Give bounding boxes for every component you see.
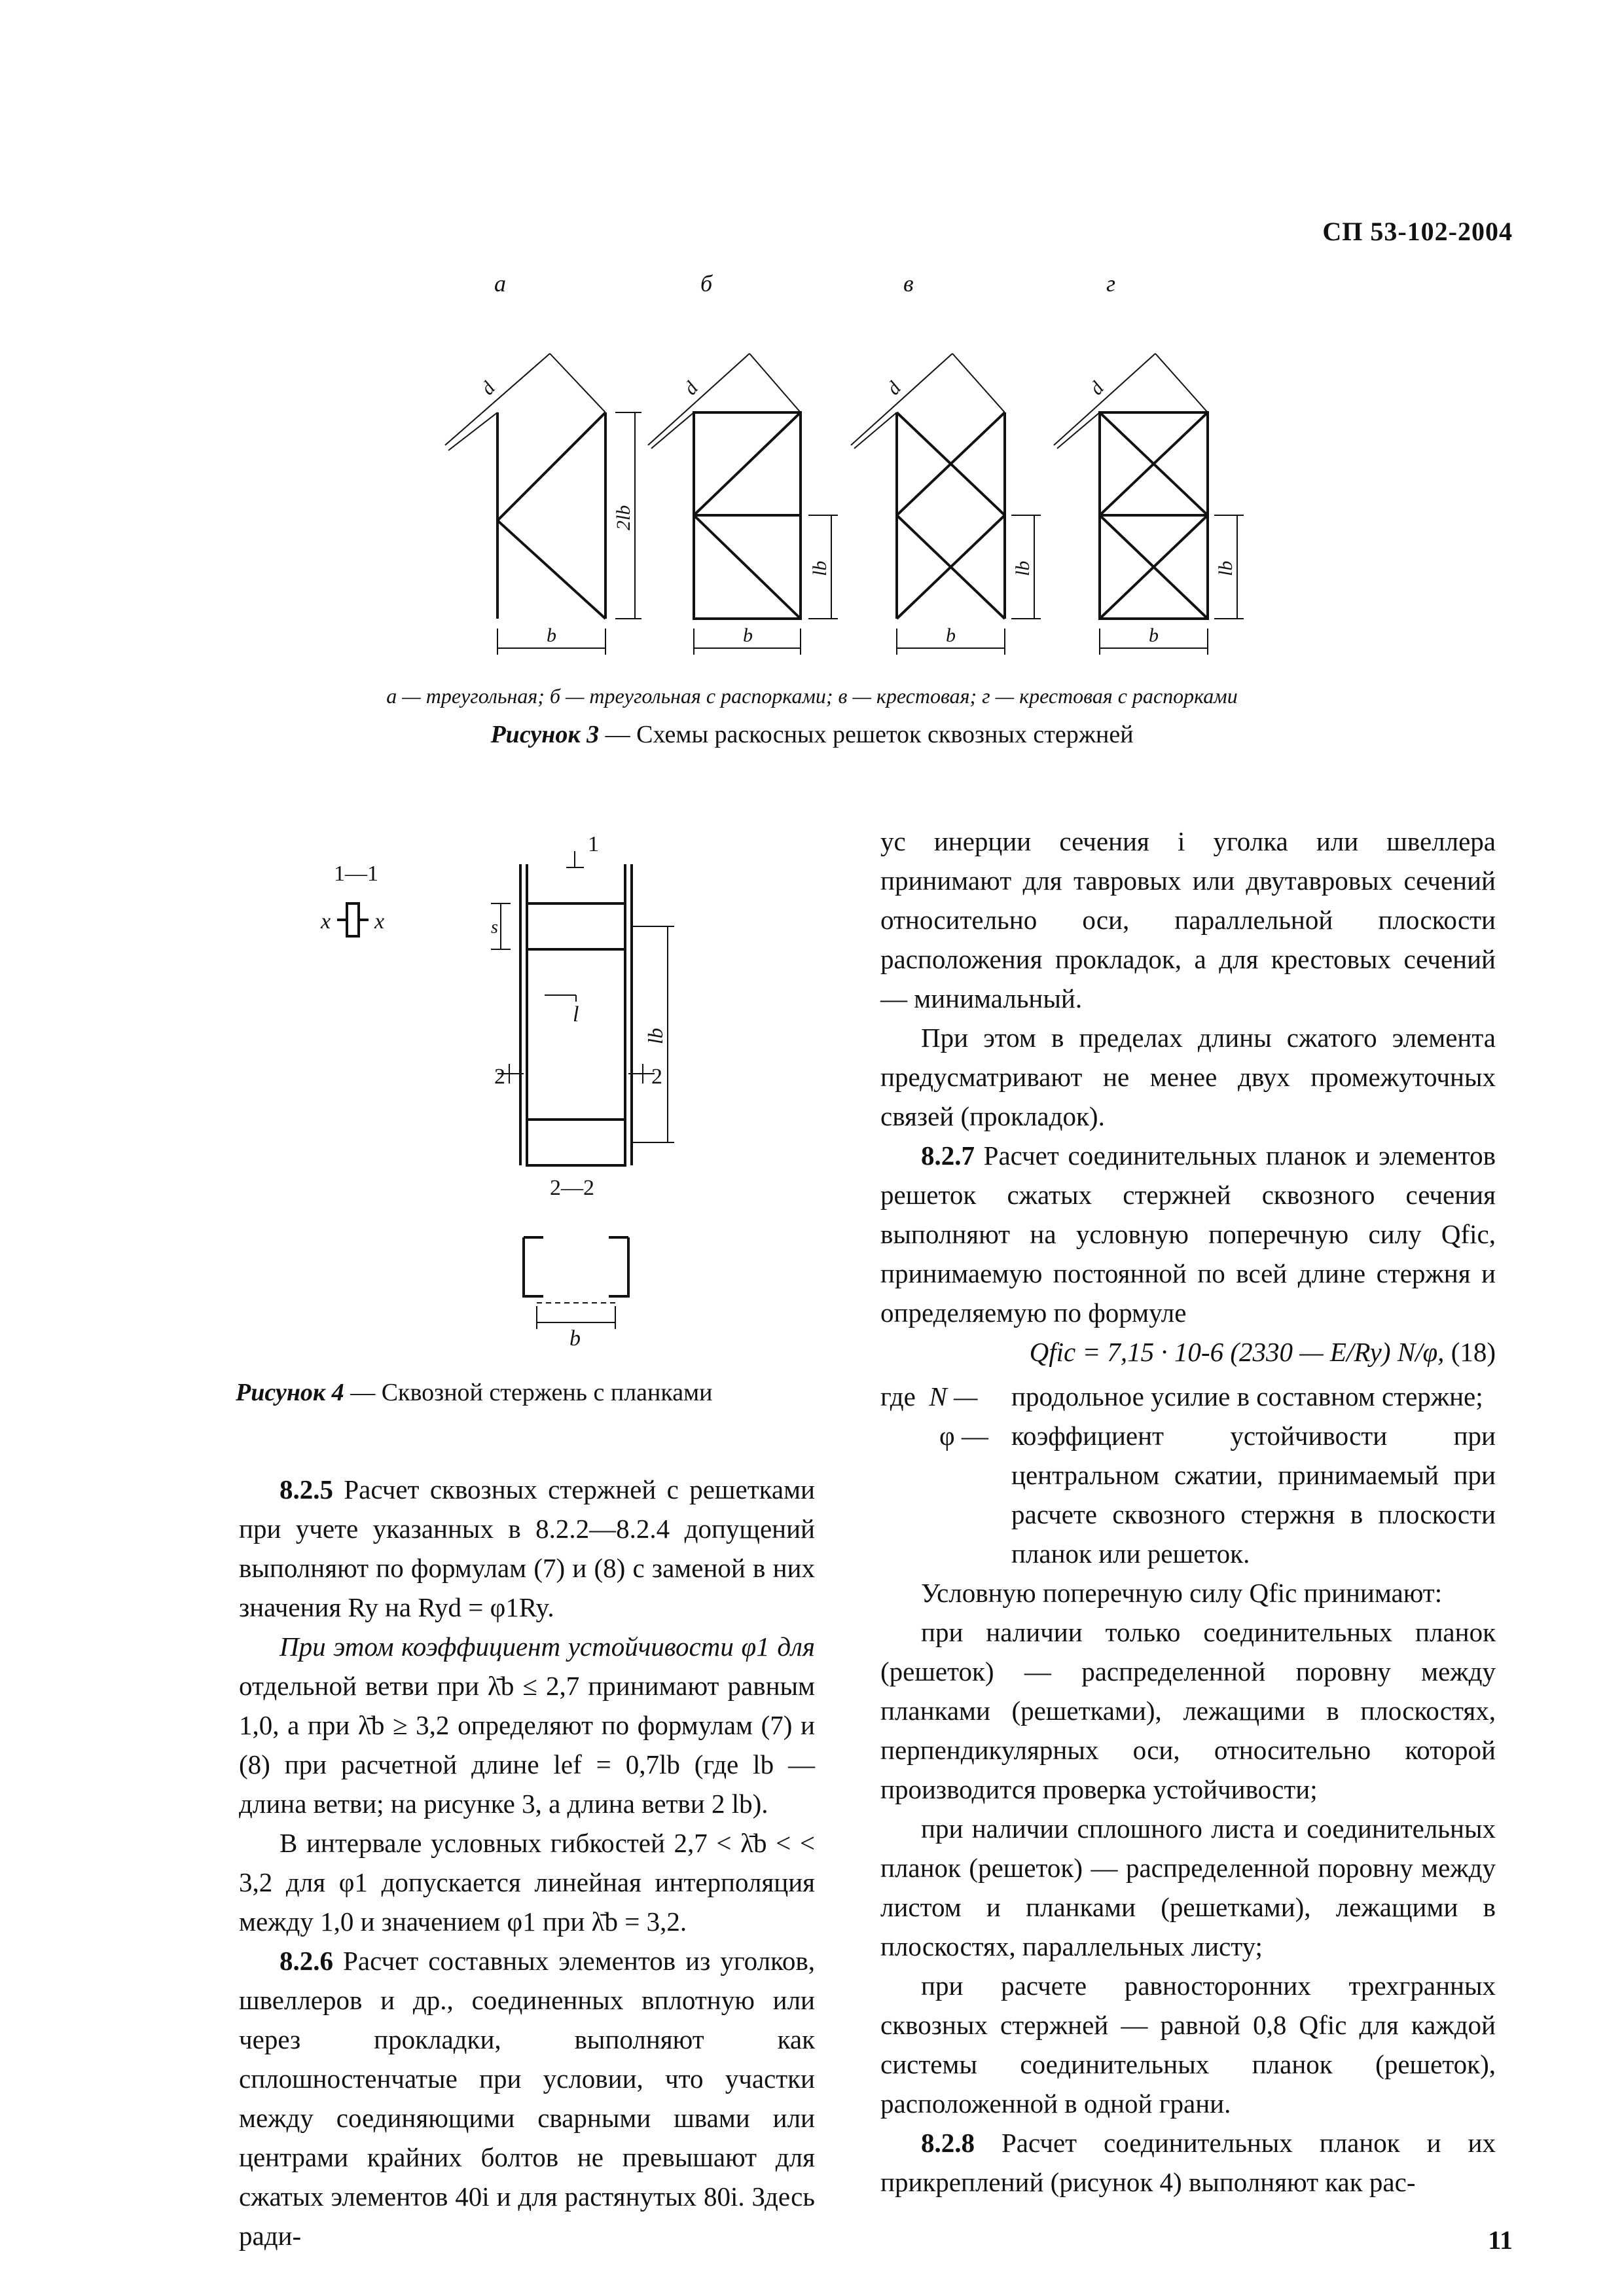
para-phi-coefficient: При этом коэффициент устойчивости φ1 для отдельной ветви при λ̄b ≤ 2,7 принимают равным 1,0, а при λ̄b ≥ 3,2 определяют по формулам (7) и (8) при расчетной длине lef = 0,7lb (где lb — длина ветви; на рисунке 3, а длина ветви 2 lb). <box>239 1631 815 1819</box>
para-8-2-6: 8.2.6 Расчет составных элементов из уголков, швеллеров и др., соединенных вплотную или через прокладки, выполняют как сплошностенчатые при условии, что участки между соединяющими сварными швами или центрами крайних болтов не превышают для сжатых элементов 40i и для растянутых 80i. Здесь ради- <box>239 1946 815 2251</box>
para-qfic-accepted: Условную поперечную силу Qfic принимают: <box>921 1578 1443 1608</box>
width-label-v: b <box>946 625 956 646</box>
figure-3-lattice-schemes <box>419 262 1296 668</box>
cut-2-left: 2 <box>494 1065 505 1089</box>
height-label-a: 2lb <box>613 505 634 530</box>
axis-x-right: x <box>374 909 385 934</box>
dim-s-label: s <box>491 917 498 938</box>
para-8-2-5: 8.2.5 Расчет сквозных стержней с решетками при учете указанных в 8.2.2—8.2.4 допущений выполняют по формулам (7) и (8) с заменой в них значения Ry на Ryd = φ1Ry. <box>239 1474 815 1622</box>
scheme-d-cross-struts <box>1100 412 1208 619</box>
dim-l-label: l <box>573 1002 579 1027</box>
width-label-g: b <box>1149 625 1159 646</box>
para-intermediate-ties: При этом в пределах длины сжатого элемента предусматривают не менее двух промежуточных связей (прокладок). <box>880 1023 1496 1131</box>
document-code: СП 53-102-2004 <box>1322 217 1513 246</box>
where-list <box>880 1377 1496 1573</box>
scheme-b-triangular-struts <box>694 412 801 619</box>
dim-lb-label: lb <box>643 1028 667 1044</box>
formula-number: (18) <box>1451 1337 1496 1367</box>
height-label-g: lb <box>1215 560 1236 576</box>
width-label-b: b <box>743 625 753 646</box>
height-label-b: lb <box>809 560 831 576</box>
cut-2-right: 2 <box>651 1065 662 1089</box>
diag-label-a: d <box>477 377 500 399</box>
diag-label-g: d <box>1085 377 1109 399</box>
para-radius-continued: ус инерции сечения i уголка или швеллера принимают для тавровых или двутавровых сечений относительно оси, параллельной плоскости расположения прокладок, а для крестовых сечений — минимальный. <box>880 826 1496 1013</box>
clause-number: 8.2.5 <box>280 1474 333 1504</box>
where-item-phi: φ — коэффициент устойчивости при центральном сжатии, принимаемый при расчете сквозного стержня в плоскости планок или решеток. <box>939 1421 1496 1569</box>
figure-3-label: Рисунок 3 <box>490 721 600 748</box>
panel-letter-v: в <box>903 270 914 297</box>
clause-number: 8.2.8 <box>921 2128 975 2158</box>
scheme-c-cross <box>897 412 1005 619</box>
para-8-2-7: 8.2.7 Расчет соединительных планок и элементов решеток сжатых стержней сквозного сечения выполняют на условную поперечную силу Qfic, принимаемую постоянной по всей длине стержня и определяемую по формуле <box>880 1140 1496 1328</box>
panel-letter-b: б <box>700 270 713 297</box>
formula-18 <box>880 1332 1496 1372</box>
width-label-a: b <box>547 625 556 646</box>
diag-label-v: d <box>882 377 906 399</box>
left-column <box>239 1470 815 2255</box>
section-1-1-label: 1—1 <box>334 862 378 886</box>
dim-b-label: b <box>569 1326 581 1351</box>
scheme-a-triangular <box>497 412 605 619</box>
formula-body: Qfic = 7,15 · 10-6 (2330 — E/Ry) N/φ, <box>1029 1337 1445 1367</box>
para-three-sided: при расчете равносторонних трехгранных сквозных стержней — равной 0,8 Qfic для каждой системы соединительных планок (решеток), расположенной в одной грани. <box>880 1971 1496 2119</box>
clause-number: 8.2.6 <box>280 1946 333 1976</box>
where-item-n: где N — продольное усилие в составном стержне; <box>880 1381 1483 1412</box>
para-interpolation: В интервале условных гибкостей 2,7 < λ̄b < < 3,2 для φ1 допускается линейная интерполяция между 1,0 и значением φ1 при λ̄b = 3,2. <box>239 1828 815 1937</box>
panel-letter-g: г <box>1106 270 1116 297</box>
figure-4-batten-column <box>301 818 707 1368</box>
figure-4-caption <box>236 1378 772 1407</box>
cut-1-label: 1 <box>588 832 599 856</box>
figure-3-caption <box>0 720 1624 749</box>
figure-4-label: Рисунок 4 <box>236 1379 344 1406</box>
section-2-2-label: 2—2 <box>550 1176 594 1200</box>
figure-4-caption-text: — Сквозной стержень с планками <box>344 1379 713 1406</box>
axis-x-left: x <box>321 909 331 934</box>
figure-3-legend: а — треугольная; б — треугольная с распорками; в — крестовая; г — крестовая с распорками <box>386 684 1238 708</box>
page-number: 11 <box>1488 2225 1513 2255</box>
diag-label-b: d <box>679 377 703 399</box>
figure-3-caption-text: — Схемы раскосных решеток сквозных стержней <box>599 721 1134 748</box>
para-8-2-8: 8.2.8 Расчет соединительных планок и их прикреплений (рисунок 4) выполняют как рас- <box>880 2128 1496 2197</box>
para-solid-sheet: при наличии сплошного листа и соединительных планок (решеток) — распределенной поровну между листом и планками (решетками), лежащими в плоскостях, параллельных листу; <box>880 1813 1496 1961</box>
clause-number: 8.2.7 <box>921 1140 975 1171</box>
height-label-v: lb <box>1012 560 1034 576</box>
panel-letter-a: а <box>494 270 506 297</box>
right-column <box>880 822 1496 2202</box>
para-only-battens: при наличии только соединительных планок (решеток) — распределенной поровну между планками (решетками), лежащими в плоскостях, перпендикулярных оси, относительно которой производится проверка устойчивости; <box>880 1617 1496 1804</box>
